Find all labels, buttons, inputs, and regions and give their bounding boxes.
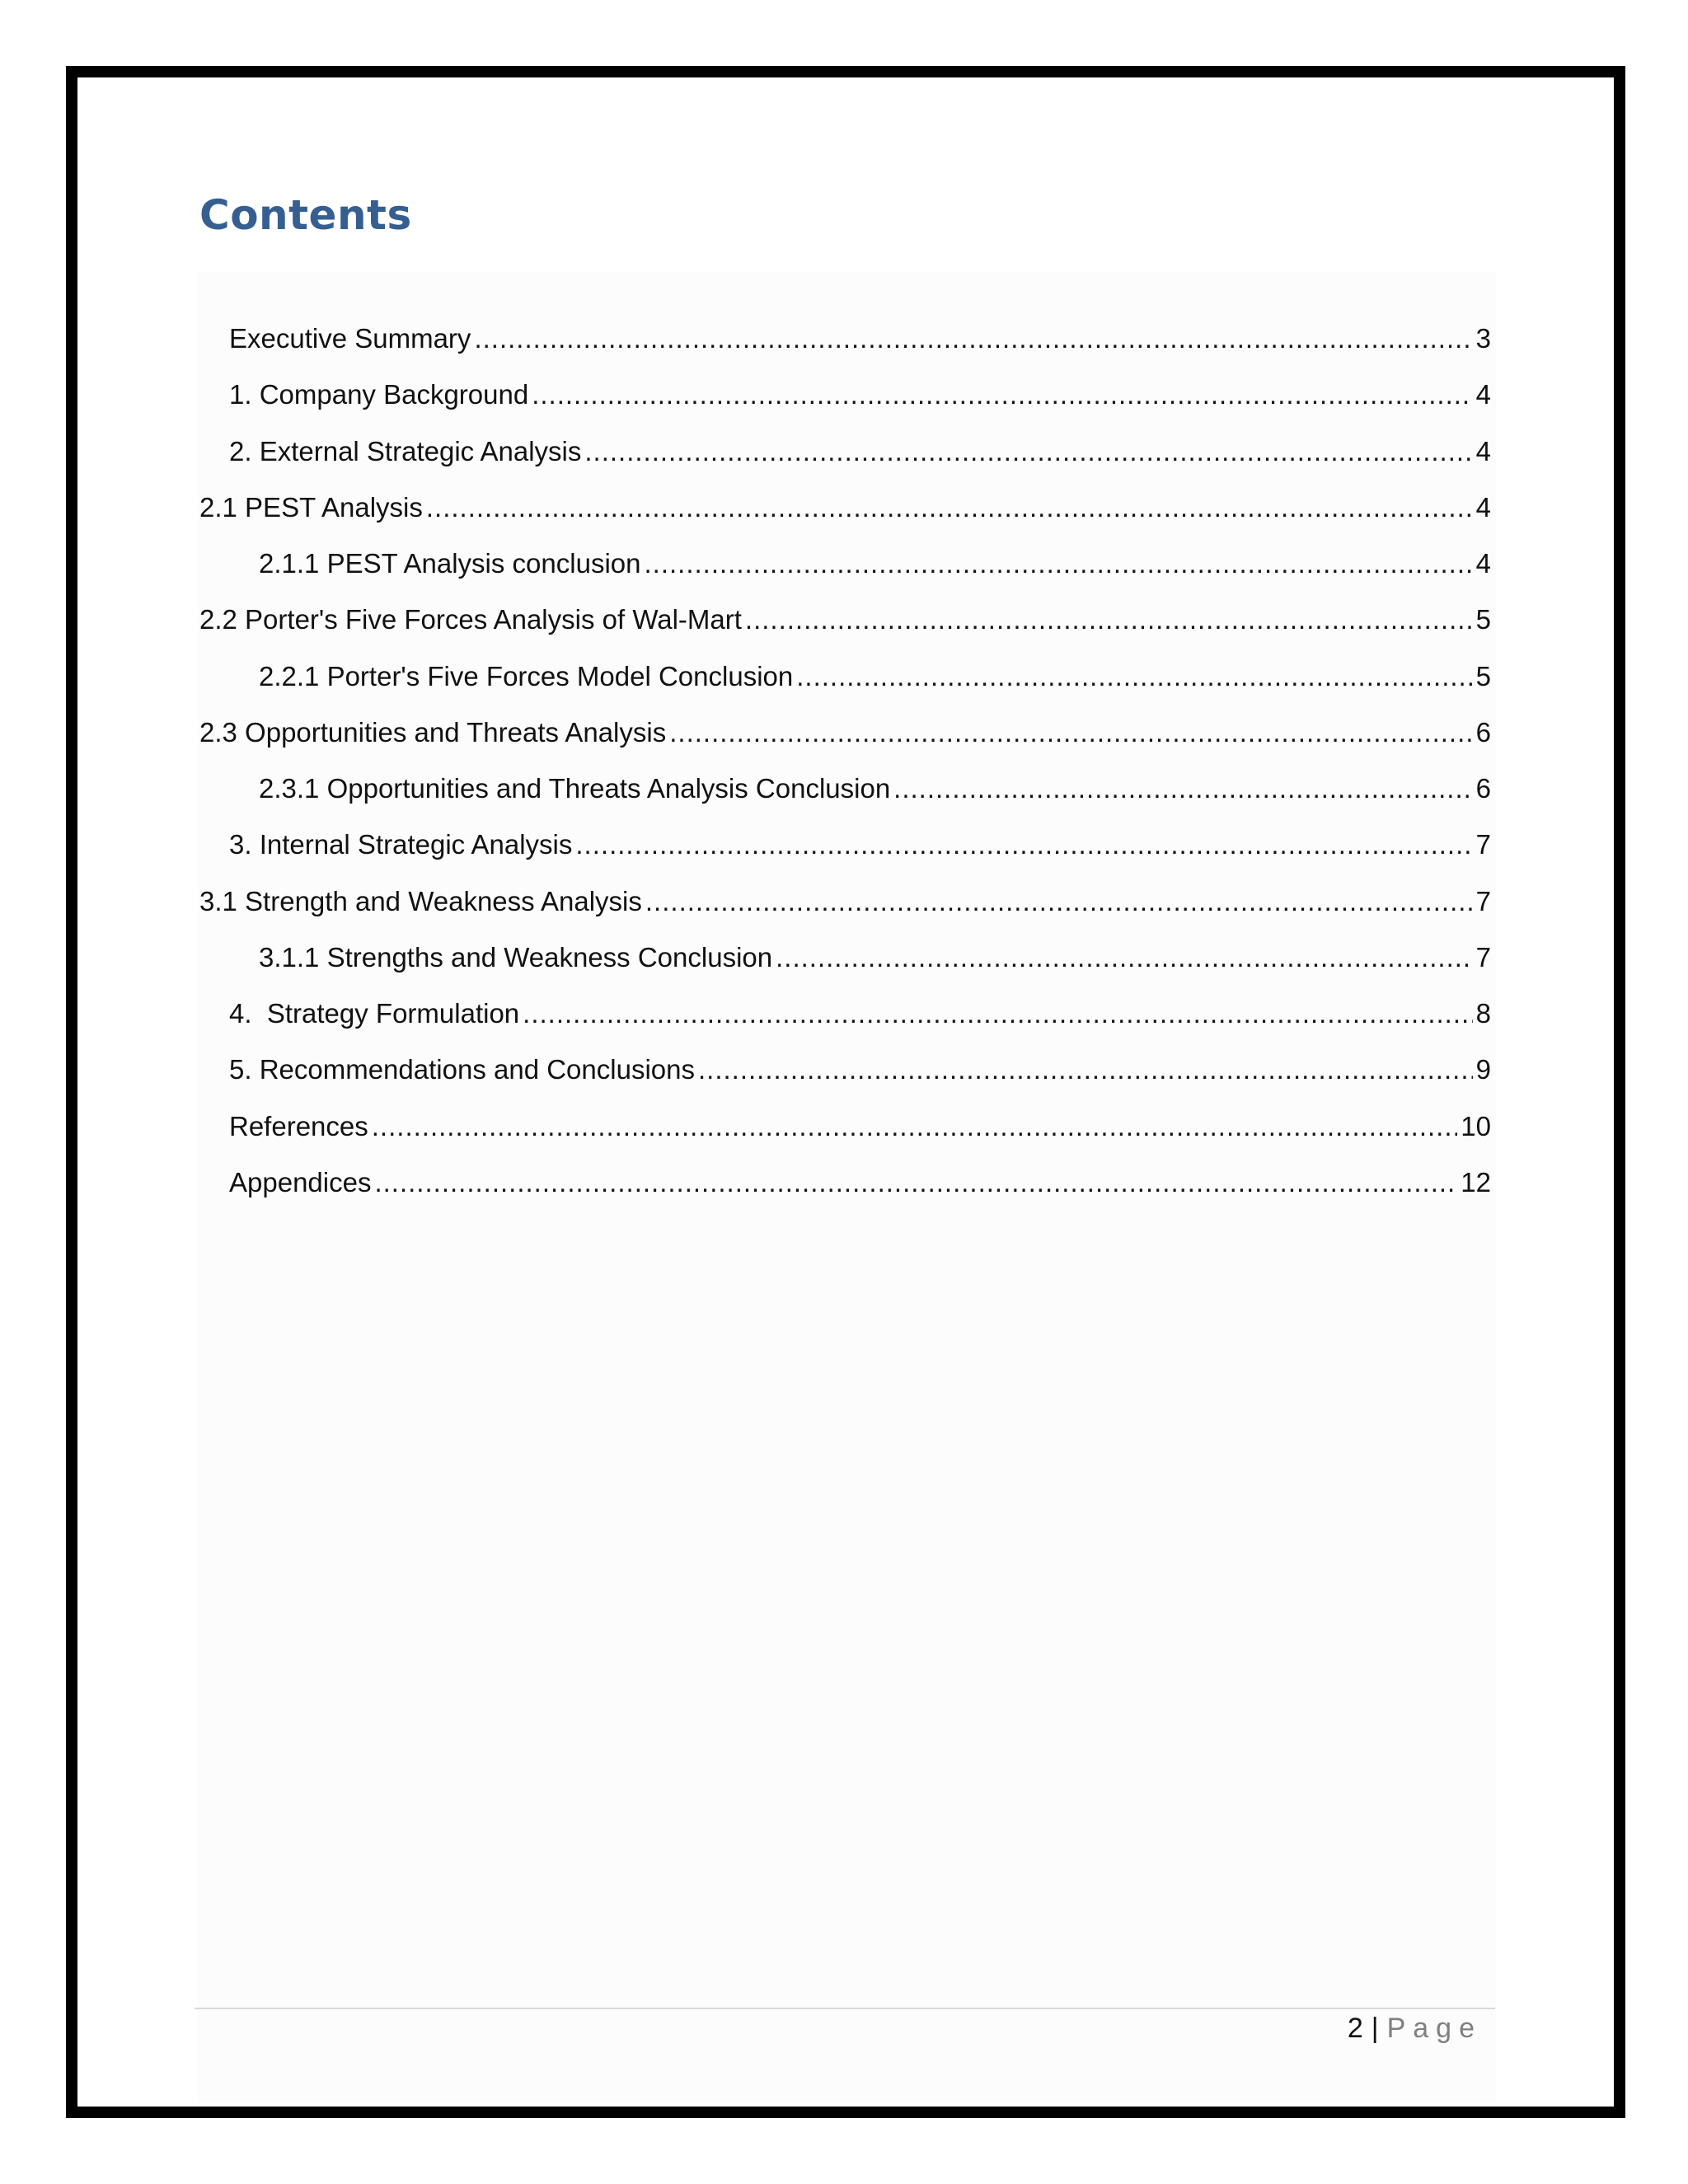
toc-dot-leader <box>575 824 1472 865</box>
toc-entry[interactable] <box>259 543 1491 584</box>
toc-entry-text: 2.1 PEST Analysis <box>199 492 423 523</box>
contents-heading: Contents <box>199 191 412 239</box>
toc-page-number: 4 <box>1475 436 1491 466</box>
toc-entry-text: 4. Strategy Formulation <box>229 998 520 1029</box>
toc-page-number: 6 <box>1475 717 1491 748</box>
toc-entry-text: 5. Recommendations and Conclusions <box>229 1054 695 1085</box>
toc-entry[interactable] <box>199 712 1491 753</box>
toc-dot-leader <box>796 656 1472 697</box>
toc-entry[interactable] <box>259 937 1491 978</box>
toc-entry[interactable] <box>229 318 1491 359</box>
toc-entry[interactable] <box>229 1162 1491 1203</box>
toc-page-number: 7 <box>1475 829 1491 860</box>
toc-entry-text: 2.3.1 Opportunities and Threats Analysis Conclusion <box>259 773 891 804</box>
footer-divider <box>195 2008 1495 2009</box>
toc-page-number: 4 <box>1475 492 1491 523</box>
toc-entry-text: 2.2 Porter's Five Forces Analysis of Wal-Mart <box>199 604 742 635</box>
toc-entry-text: Executive Summary <box>229 323 471 354</box>
toc-entry[interactable] <box>229 431 1491 472</box>
toc-dot-leader <box>644 543 1472 584</box>
toc-entry[interactable] <box>199 599 1491 640</box>
toc-page-number: 6 <box>1475 773 1491 804</box>
toc-dot-leader <box>426 487 1473 528</box>
toc-entry-text: Appendices <box>229 1167 372 1197</box>
toc-dot-leader <box>584 431 1472 472</box>
toc-entry[interactable] <box>259 656 1491 697</box>
toc-page-number: 4 <box>1475 379 1491 410</box>
toc-dot-leader <box>532 374 1472 415</box>
toc-entry[interactable] <box>229 374 1491 415</box>
toc-page-number: 12 <box>1461 1167 1491 1197</box>
toc-page-number: 5 <box>1475 604 1491 635</box>
page-footer <box>1348 2008 1482 2049</box>
toc-page-number: 5 <box>1475 661 1491 691</box>
toc-dot-leader <box>645 881 1473 922</box>
toc-dot-leader <box>374 1162 1457 1203</box>
footer-separator: | <box>1371 2013 1379 2044</box>
toc-entry-text: 3.1 Strength and Weakness Analysis <box>199 886 642 916</box>
toc-dot-leader <box>776 937 1473 978</box>
toc-dot-leader <box>474 318 1472 359</box>
footer-page-number: 2 <box>1347 2013 1363 2044</box>
toc-dot-leader <box>698 1049 1473 1090</box>
toc-entry[interactable] <box>199 881 1491 922</box>
toc-page-number: 7 <box>1475 942 1491 972</box>
footer-page-label: Page <box>1386 2013 1482 2044</box>
toc-entry[interactable] <box>229 1049 1491 1090</box>
toc-entry[interactable] <box>229 824 1491 865</box>
toc-entry[interactable] <box>199 487 1491 528</box>
toc-dot-leader <box>893 768 1472 809</box>
toc-entry-text: 3.1.1 Strengths and Weakness Conclusion <box>259 942 773 972</box>
toc-entry-text: 2. External Strategic Analysis <box>229 436 582 466</box>
toc-entry[interactable] <box>229 993 1491 1034</box>
toc-page-number: 4 <box>1475 548 1491 579</box>
toc-entry-text: References <box>229 1111 368 1141</box>
toc-entry-text: 2.2.1 Porter's Five Forces Model Conclusion <box>259 661 794 691</box>
toc-entry-text: 2.3 Opportunities and Threats Analysis <box>199 717 667 748</box>
toc-dot-leader <box>372 1106 1458 1147</box>
toc-entry[interactable] <box>259 768 1491 809</box>
toc-entry[interactable] <box>229 1106 1491 1147</box>
toc-page-number: 8 <box>1475 998 1491 1029</box>
toc-page-number: 3 <box>1475 323 1491 354</box>
toc-page-number: 9 <box>1475 1054 1491 1085</box>
toc-entry-text: 2.1.1 PEST Analysis conclusion <box>259 548 641 579</box>
toc-entry-text: 1. Company Background <box>229 379 529 410</box>
toc-dot-leader <box>745 599 1473 640</box>
toc-dot-leader <box>669 712 1472 753</box>
toc-entry-text: 3. Internal Strategic Analysis <box>229 829 573 860</box>
toc-dot-leader <box>523 993 1472 1034</box>
toc-page-number: 7 <box>1475 886 1491 916</box>
toc-page-number: 10 <box>1461 1111 1491 1141</box>
